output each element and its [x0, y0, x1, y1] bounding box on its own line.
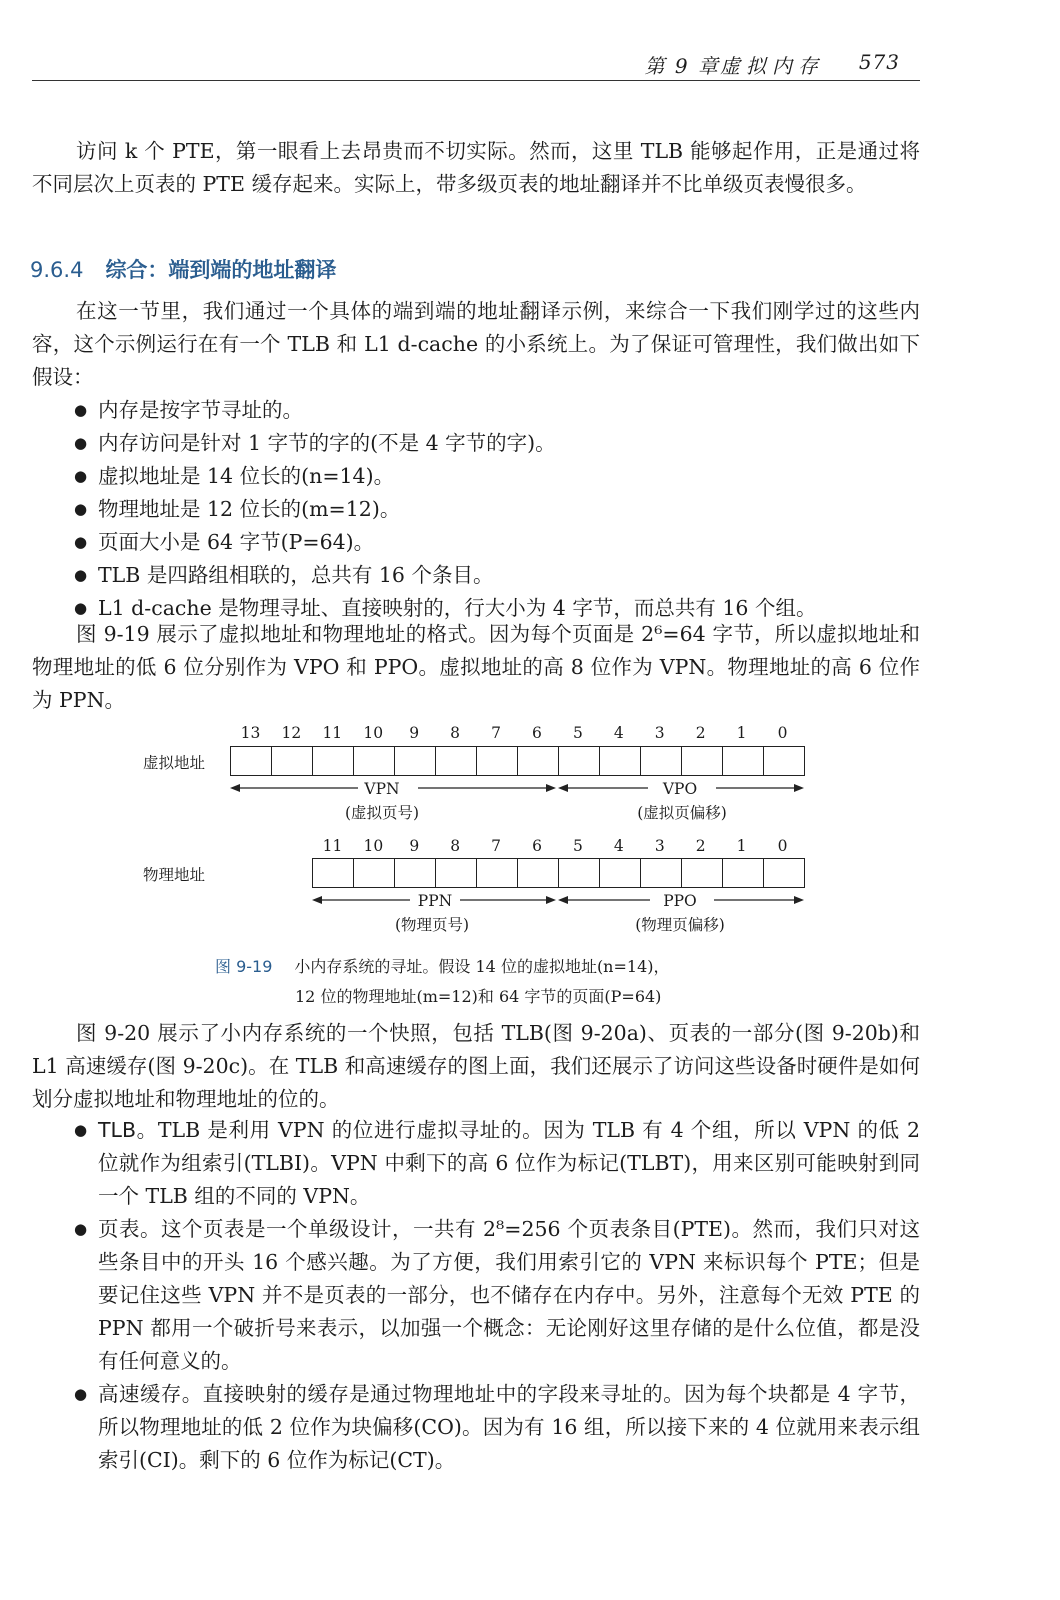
snapshot-paragraph: 图 9-20 展示了小内存系统的一个快照，包括 TLB(图 9-20a)、页表的一部分(图 9-20b)和 L1 高速缓存(图 9-20c)。在 TLB 和高速缓存的图上面，我们还展示了访问这些设备时硬件是如何划分虚拟地址和物理地址的位的。 [32, 1021, 920, 1111]
bit-number: 1 [736, 837, 747, 855]
section-number: 9.6.4 [30, 258, 84, 282]
physical-arrows [310, 892, 810, 908]
virtual-address-label: 虚拟地址 [143, 754, 206, 772]
list-item: ● 内存是按字节寻址的。 [74, 394, 920, 427]
bit-number: 7 [491, 837, 502, 855]
bit-number: 1 [736, 724, 747, 742]
item-text: 直接映射的缓存是通过物理地址中的字段来寻址的。因为每个块都是 4 字节，所以物理地址的低 2 位作为块偏移(CO)。因为有 16 组，所以接下来的 4 位就用来表示组索引(CI)。剩下的 6 位作为标记(CT)。 [98, 1382, 920, 1472]
bit-number: 10 [363, 837, 384, 855]
vpo-description: (虚拟页偏移) [637, 804, 727, 822]
bit-number: 3 [654, 724, 665, 742]
bit-number: 13 [240, 724, 261, 742]
bit-number: 2 [695, 724, 706, 742]
vpn-description: (虚拟页号) [344, 804, 420, 822]
list-item: ● 物理地址是 12 位长的(m=12)。 [74, 493, 920, 526]
list-item: ● 虚拟地址是 14 位长的(n=14)。 [74, 460, 920, 493]
ppo-description: (物理页偏移) [635, 916, 725, 934]
component-list [74, 1114, 920, 1477]
section-title: 综合：端到端的地址翻译 [105, 258, 337, 282]
bit-number: 5 [572, 724, 583, 742]
physical-address-label: 物理地址 [143, 866, 206, 884]
section-intro: 在这一节里，我们通过一个具体的端到端的地址翻译示例，来综合一下我们刚学过的这些内容，这个示例运行在有一个 TLB 和 L1 d-cache 的小系统上。为了保证可管理性，我们做出如下假设： [32, 299, 920, 389]
bit-number: 12 [281, 724, 302, 742]
caption-line-1: 小内存系统的寻址。假设 14 位的虚拟地址(n=14)， [294, 957, 670, 976]
item-text: TLB 是利用 VPN 的位进行虚拟寻址的。因为 TLB 有 4 个组，所以 VPN 的低 2 位就作为组索引(TLBI)。VPN 中剩下的高 6 位作为标记(TLBT)，用来区别可能映射到同一个 TLB 组的不同的 VPN。 [98, 1118, 920, 1208]
bit-number: 3 [654, 837, 665, 855]
ppn-label: PPN [417, 892, 453, 910]
intro-paragraph: 访问 k 个 PTE，第一眼看上去昂贵而不切实际。然而，这里 TLB 能够起作用，正是通过将不同层次上页表的 PTE 缓存起来。实际上，带多级页表的地址翻译并不比单级页表慢很多。 [32, 139, 920, 196]
running-header [32, 42, 920, 81]
bit-number: 4 [613, 837, 624, 855]
item-term: 高速缓存。 [98, 1382, 203, 1406]
physical-address-bits [312, 858, 805, 888]
ppo-label: PPO [663, 892, 697, 910]
virtual-arrows [228, 780, 808, 796]
caption-line-2: 12 位的物理地址(m=12)和 64 字节的页面(P=64) [295, 987, 662, 1006]
ppn-description: (物理页号) [394, 916, 470, 934]
bit-number: 5 [573, 837, 583, 855]
bit-number: 10 [363, 724, 384, 742]
item-term: 页表。 [98, 1217, 161, 1241]
list-item: ● 页面大小是 64 字节(P=64)。 [74, 526, 920, 559]
item-term: TLB。 [98, 1118, 158, 1142]
bit-number: 0 [777, 837, 788, 855]
bit-number: 9 [409, 724, 420, 742]
bit-number: 2 [695, 837, 706, 855]
list-item [74, 1114, 920, 1213]
header-chapter: 第 9 章 [644, 54, 720, 78]
list-item [74, 1378, 920, 1477]
header-title: 虚拟内存 [720, 54, 824, 78]
vpn-label: VPN [364, 780, 400, 798]
bit-number: 8 [450, 724, 461, 742]
page-number: 573 [858, 50, 900, 74]
vpo-label: VPO [662, 780, 698, 798]
assumption-list [74, 394, 920, 625]
caption-tag: 图 9-19 [215, 957, 273, 976]
item-text: 这个页表是一个单级设计，一共有 2⁸=256 个页表条目(PTE)。然而，我们只对这些条目中的开头 16 个感兴趣。为了方便，我们用索引它的 VPN 来标识每个 PTE；但是要记住这些 VPN 并不是页表的一部分，也不储存在内存中。另外，注意每个无效 PTE 的 PPN 都用一个破折号来表示，以加强一个概念：无论刚好这里存储的是什么位值，都是没有任何意义的。 [98, 1217, 920, 1373]
list-item: ● 内存访问是针对 1 字节的字的(不是 4 字节的字)。 [74, 427, 920, 460]
list-item: ● L1 d-cache 是物理寻址、直接映射的，行大小为 4 字节，而总共有 16 个组。 [74, 592, 920, 625]
bit-number: 6 [532, 837, 542, 855]
bit-number: 4 [613, 724, 624, 742]
bit-number: 11 [322, 837, 343, 855]
list-item: ● TLB 是四路组相联的，总共有 16 个条目。 [74, 559, 920, 592]
figure-intro-paragraph: 图 9-19 展示了虚拟地址和物理地址的格式。因为每个页面是 2⁶=64 字节，所以虚拟地址和物理地址的低 6 位分别作为 VPO 和 PPO。虚拟地址的高 8 位作为 VPN。物理地址的高 6 位作为 PPN。 [32, 622, 920, 712]
bit-number: 0 [777, 724, 788, 742]
list-item [74, 1213, 920, 1378]
bit-number: 6 [532, 724, 542, 742]
bit-number: 9 [409, 837, 420, 855]
virtual-address-bits [230, 746, 805, 776]
bit-number: 8 [450, 837, 461, 855]
bit-number: 11 [322, 724, 343, 742]
figure-caption [215, 952, 670, 1012]
bit-number: 7 [491, 724, 501, 742]
section-heading [30, 254, 336, 284]
